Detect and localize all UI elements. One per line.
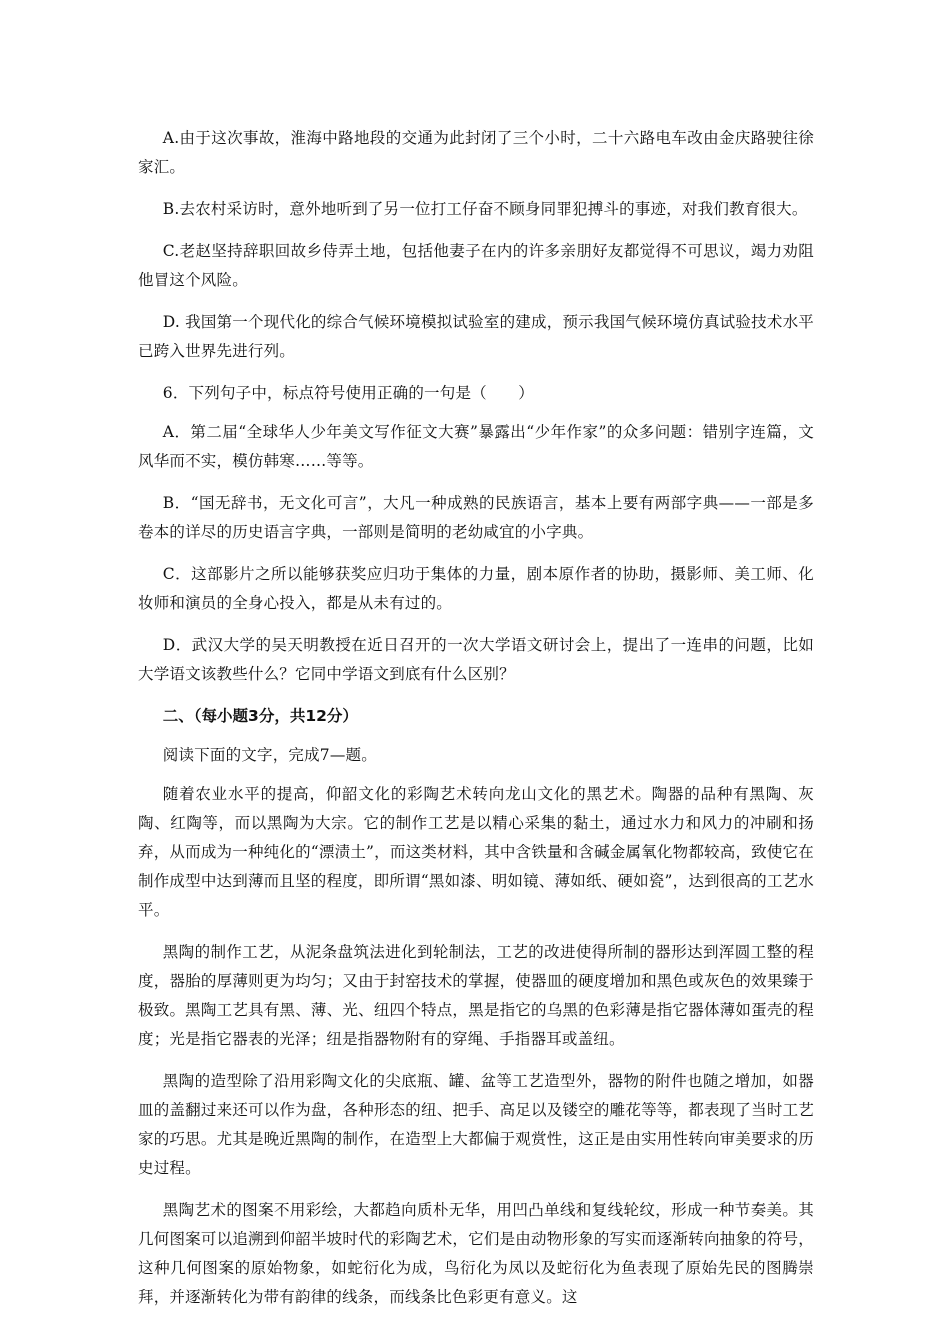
section-2-heading: 二、（每小题3分，共12分）: [162, 707, 358, 725]
passage-paragraph-1: 随着农业水平的提高，仰韶文化的彩陶艺术转向龙山文化的黑艺术。陶器的品种有黑陶、灰陶、红陶等，而以黑陶为大宗。它的制作工艺是以精心采集的黏土，通过水力和风力的冲刷和扬弃，从而成为一种纯化的“漂渍土”，而这类材料，其中含铁量和含碱金属氧化物都较高，致使它在制作成型中达到薄而且坚的程度，即所谓“黑如漆、明如镜、薄如纸、硬如瓷”，达到很高的工艺水平。: [138, 785, 814, 919]
q6-option-a: A．第二届“全球华人少年美文写作征文大赛”暴露出“少年作家”的众多问题：错别字连篇，文风华而不实，模仿韩寒……等等。: [138, 423, 814, 470]
passage-paragraph-4: 黑陶艺术的图案不用彩绘，大都趋向质朴无华，用凹凸单线和复线轮纹，形成一种节奏美。其几何图案可以追溯到仰韶半坡时代的彩陶艺术，它们是由动物形象的写实而逐渐转向抽象的符号，这种几何图案的原始物象，如蛇衍化为成，鸟衍化为凤以及蛇衍化为鱼表现了原始先民的图腾崇拜，并逐渐转化为带有韵律的线条，而线条比色彩更有意义。这: [138, 1201, 814, 1306]
q5-option-b: B.去农村采访时，意外地听到了另一位打工仔奋不顾身同罪犯搏斗的事迹，对我们教育很大。: [162, 200, 808, 218]
reading-instruction: 阅读下面的文字，完成7—题。: [162, 746, 377, 764]
passage-paragraph-3: 黑陶的造型除了沿用彩陶文化的尖底瓶、罐、盆等工艺造型外，器物的附件也随之增加，如器皿的盖翻过来还可以作为盘，各种形态的纽、把手、高足以及镂空的雕花等等，都表现了当时工艺家的巧思。尤其是晚近黑陶的制作，在造型上大都偏于观赏性，这正是由实用性转向审美要求的历史过程。: [138, 1072, 814, 1177]
q6-option-b: B．“国无辞书，无文化可言”，大凡一种成熟的民族语言，基本上要有两部字典——一部是多卷本的详尽的历史语言字典，一部则是简明的老幼咸宜的小字典。: [138, 494, 814, 541]
page-content: [138, 124, 814, 1325]
q5-option-a: A.由于这次事故，淮海中路地段的交通为此封闭了三个小时，二十六路电车改由金庆路驶往徐家汇。: [138, 129, 814, 176]
q6-option-c: C．这部影片之所以能够获奖应归功于集体的力量，剧本原作者的协助，摄影师、美工师、化妆师和演员的全身心投入，都是从未有过的。: [138, 565, 814, 612]
q6-stem: 6．下列句子中，标点符号使用正确的一句是（ ）: [162, 384, 534, 402]
q5-option-d: D. 我国第一个现代化的综合气候环境模拟试验室的建成，预示我国气候环境仿真试验技术水平已跨入世界先进行列。: [138, 313, 814, 360]
q6-option-d: D．武汉大学的吴天明教授在近日召开的一次大学语文研讨会上，提出了一连串的问题，比如大学语文该教些什么？它同中学语文到底有什么区别？: [138, 636, 814, 683]
q5-option-c: C.老赵坚持辞职回故乡侍弄土地，包括他妻子在内的许多亲朋好友都觉得不可思议，竭力劝阻他冒这个风险。: [138, 242, 814, 289]
passage-paragraph-2: 黑陶的制作工艺，从泥条盘筑法进化到轮制法，工艺的改进使得所制的器形达到浑圆工整的程度，器胎的厚薄则更为均匀；又由于封窑技术的掌握，使器皿的硬度增加和黑色或灰色的效果臻于极致。黑陶工艺具有黑、薄、光、纽四个特点，黑是指它的乌黑的色彩薄是指它器体薄如蛋壳的程度；光是指它器表的光泽；纽是指器物附有的穿绳、手指器耳或盖纽。: [138, 943, 814, 1048]
